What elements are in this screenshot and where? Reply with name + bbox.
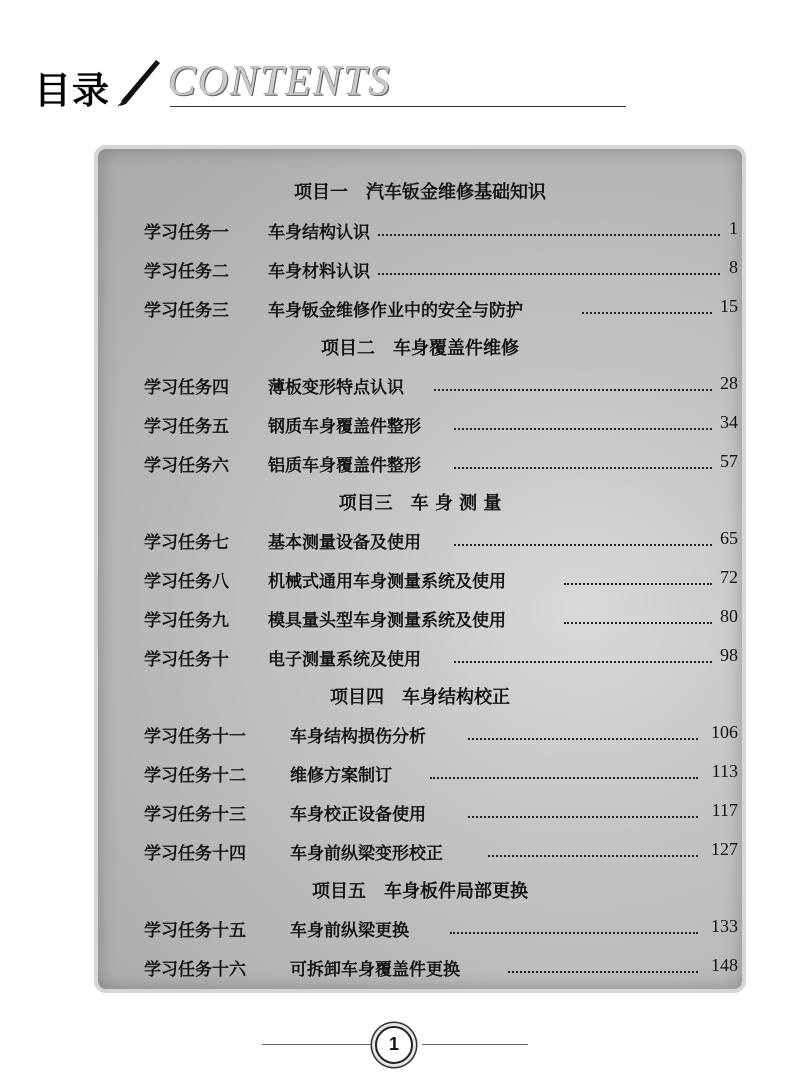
toc-entry[interactable] [144, 528, 738, 558]
dot-leader [430, 773, 698, 779]
toc-entry[interactable] [144, 451, 738, 481]
task-title: 机械式通用车身测量系统及使用 [268, 572, 506, 592]
task-page: 117 [711, 800, 738, 820]
dot-leader [564, 618, 712, 624]
task-title: 薄板变形特点认识 [268, 378, 404, 398]
toc-entry[interactable] [144, 800, 738, 830]
dot-leader [454, 463, 712, 469]
toc-entry[interactable] [144, 218, 738, 248]
task-page: 65 [720, 528, 738, 548]
toc-entry[interactable] [144, 257, 738, 287]
pen-stroke-icon [116, 56, 162, 108]
task-label: 学习任务三 [144, 301, 229, 321]
task-label: 学习任务十四 [144, 844, 246, 864]
task-page: 106 [711, 722, 738, 742]
toc-entry[interactable] [144, 606, 738, 636]
task-label: 学习任务一 [144, 223, 229, 243]
dot-leader [488, 851, 698, 857]
project-heading: 项目二 车身覆盖件维修 [321, 338, 519, 359]
dot-leader [454, 424, 712, 430]
task-page: 8 [729, 257, 738, 277]
task-page: 113 [711, 761, 738, 781]
dot-leader [434, 385, 712, 391]
toc-entry[interactable] [144, 839, 738, 869]
footer-rule-right [422, 1044, 528, 1045]
task-label: 学习任务四 [144, 378, 229, 398]
task-label: 学习任务十三 [144, 805, 246, 825]
task-label: 学习任务十五 [144, 921, 246, 941]
page-number: 1 [388, 1034, 399, 1054]
task-title: 车身钣金维修作业中的安全与防护 [268, 301, 523, 321]
toc-entry[interactable] [144, 645, 738, 675]
dot-leader [450, 928, 698, 934]
footer-rule-left [262, 1044, 372, 1045]
task-title: 可拆卸车身覆盖件更换 [290, 960, 460, 980]
task-label: 学习任务十六 [144, 960, 246, 980]
dot-leader [378, 269, 720, 275]
dot-leader [582, 308, 712, 314]
task-title: 钢质车身覆盖件整形 [268, 417, 421, 437]
task-label: 学习任务九 [144, 611, 229, 631]
task-page: 72 [720, 567, 738, 587]
task-label: 学习任务十一 [144, 727, 246, 747]
page-footer [262, 1012, 528, 1072]
task-title: 车身结构认识 [268, 223, 370, 243]
task-page: 133 [711, 916, 738, 936]
task-label: 学习任务六 [144, 456, 229, 476]
task-label: 学习任务十二 [144, 766, 246, 786]
task-page: 28 [720, 373, 738, 393]
project-heading: 项目五 车身板件局部更换 [312, 881, 528, 902]
toc-header [30, 52, 630, 112]
project-heading: 项目四 车身结构校正 [330, 687, 510, 708]
dot-leader [468, 812, 698, 818]
dot-leader [454, 540, 712, 546]
toc-entry[interactable] [144, 567, 738, 597]
task-page: 80 [720, 606, 738, 626]
dot-leader [454, 657, 712, 663]
task-title: 车身结构损伤分析 [290, 727, 426, 747]
toc-entry[interactable] [144, 722, 738, 752]
page-number-badge [375, 1026, 413, 1064]
toc-title: 目录 [34, 69, 110, 112]
toc-entry[interactable] [144, 761, 738, 791]
task-label: 学习任务七 [144, 533, 229, 553]
task-label: 学习任务十 [144, 650, 229, 670]
dot-leader [468, 734, 698, 740]
task-page: 98 [720, 645, 738, 665]
task-title: 车身材料认识 [268, 262, 370, 282]
task-label: 学习任务二 [144, 262, 229, 282]
task-page: 148 [711, 955, 738, 975]
task-title: 维修方案制订 [290, 766, 392, 786]
toc-entry[interactable] [144, 955, 738, 985]
task-page: 127 [711, 839, 738, 859]
task-title: 车身前纵梁变形校正 [290, 844, 443, 864]
dot-leader [378, 230, 720, 236]
toc-entry[interactable] [144, 916, 738, 946]
task-title: 模具量头型车身测量系统及使用 [268, 611, 506, 631]
task-title: 车身前纵梁更换 [290, 921, 409, 941]
task-page: 15 [720, 296, 738, 316]
toc-entry[interactable] [144, 412, 738, 442]
dot-leader [508, 967, 698, 973]
project-heading: 项目一 汽车钣金维修基础知识 [294, 182, 546, 203]
task-title: 电子测量系统及使用 [268, 650, 421, 670]
task-title: 车身校正设备使用 [290, 805, 426, 825]
project-heading: 项目三 车 身 测 量 [338, 493, 502, 514]
task-title: 基本测量设备及使用 [268, 533, 421, 553]
task-label: 学习任务五 [144, 417, 229, 437]
dot-leader [564, 579, 712, 585]
header-underline [170, 106, 626, 107]
toc-entry[interactable] [144, 373, 738, 403]
toc-entry[interactable] [144, 296, 738, 326]
task-page: 1 [729, 218, 738, 238]
task-label: 学习任务八 [144, 572, 229, 592]
toc-subtitle: CONTENTS [168, 59, 392, 105]
task-page: 57 [720, 451, 738, 471]
task-page: 34 [720, 412, 738, 432]
task-title: 铝质车身覆盖件整形 [268, 456, 421, 476]
